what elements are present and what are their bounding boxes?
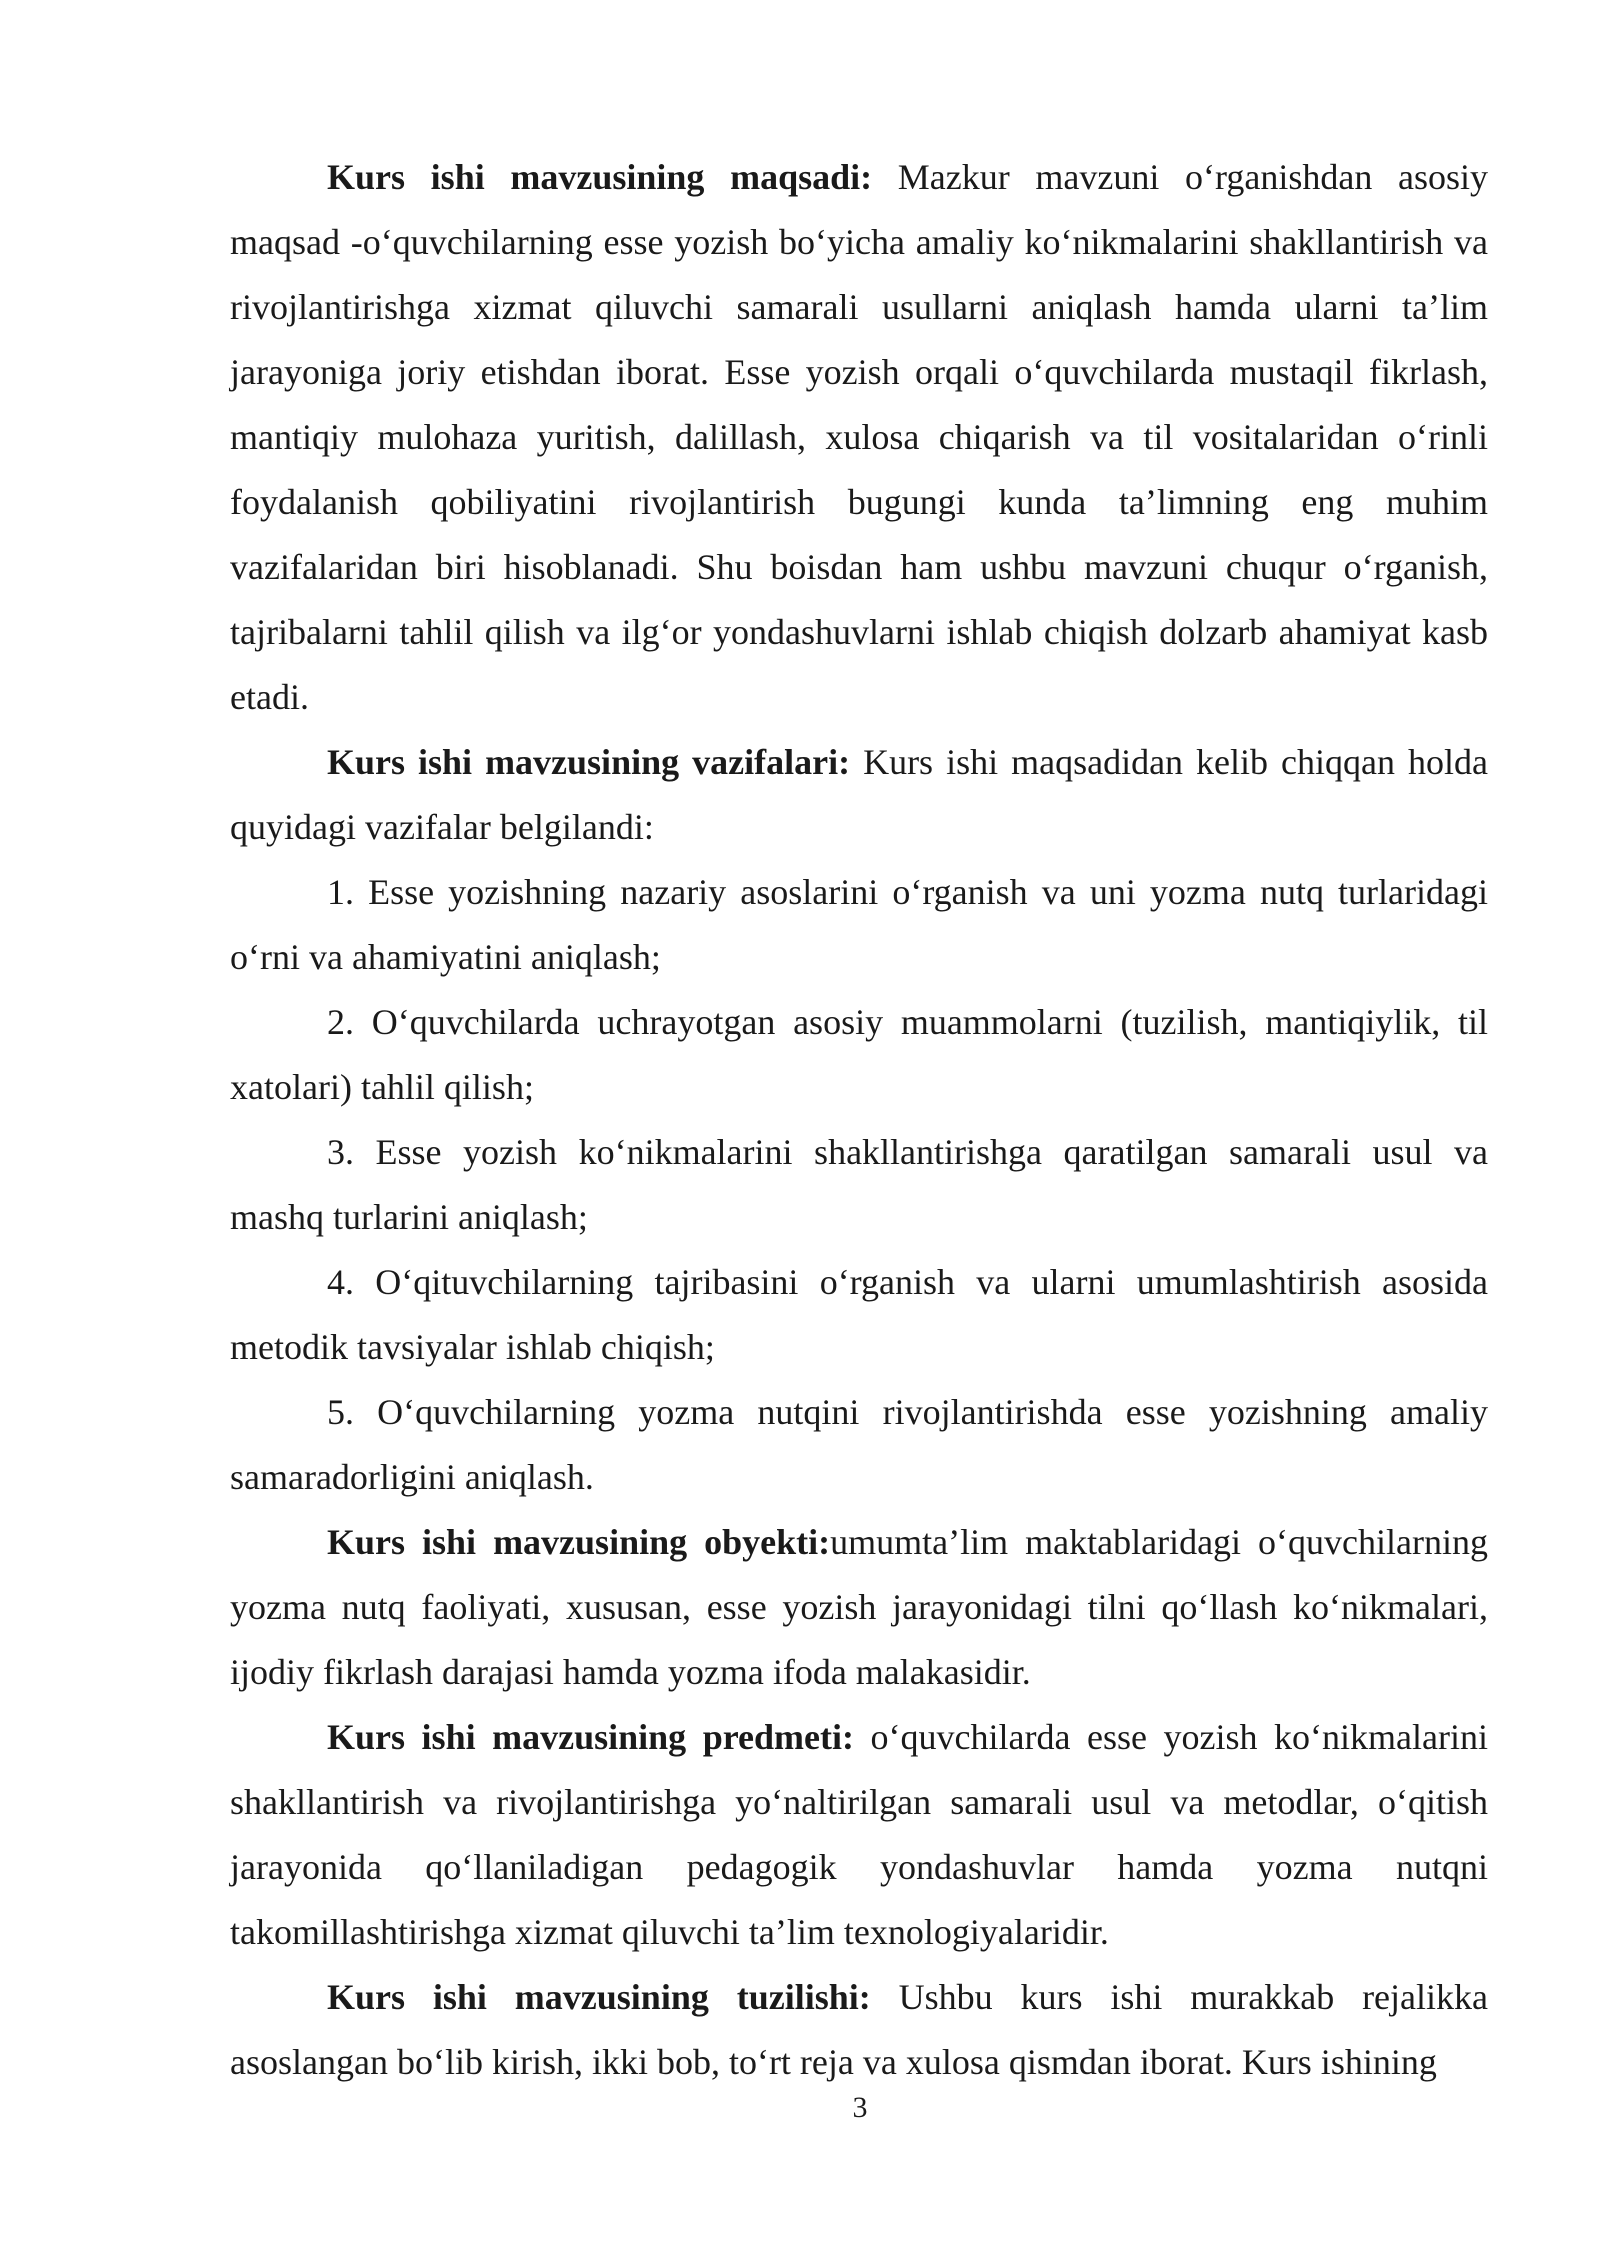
- task-item-4: 4. O‘qituvchilarning tajribasini o‘rganish va ularni umumlashtirish asosida metodik tavsiyalar ishlab chiqish;: [230, 1262, 1488, 1367]
- goal-text: Mazkur mavzuni o‘rganishdan asosiy maqsad -o‘quvchilarning esse yozish bo‘yicha amaliy ko‘nikmalarini shakllantirish va rivojlantirishga xizmat qiluvchi samarali usullarni aniqlash hamda ularni ta’lim jarayoniga joriy etishdan iborat. Esse yozish orqali o‘quvchilarda mustaqil fikrlash, mantiqiy mulohaza yuritish, dalillash, xulosa chiqarish va til vositalaridan o‘rinli foydalanish qobiliyatini rivojlantirish bugungi kunda ta’limning eng muhim vazifalaridan biri hisoblanadi. Shu boisdan ham ushbu mavzuni chuqur o‘rganish, tajribalarni tahlil qilish va ilg‘or yondashuvlarni ishlab chiqish dolzarb ahamiyat kasb etadi.: [230, 157, 1488, 717]
- page-number: 3: [852, 2091, 868, 2124]
- subject-text: o‘quvchilarda esse yozish ko‘nikmalarini shakllantirish va rivojlantirishga yo‘naltirilgan samarali usul va metodlar, o‘qitish jarayonida qo‘llaniladigan pedagogik yondashuvlar hamda yozma nutqni takomillashtirishga xizmat qiluvchi ta’lim texnologiyalaridir.: [230, 1717, 1489, 1952]
- structure-text: Ushbu kurs ishi murakkab rejalikka asoslangan bo‘lib kirish, ikki bob, to‘rt reja va xulosa qismdan iborat. Kurs ishining: [230, 1977, 1488, 2082]
- goal-paragraph: [230, 145, 1488, 730]
- task-item-5: 5. O‘quvchilarning yozma nutqini rivojlantirishda esse yozishning amaliy samaradorligini aniqlash.: [230, 1392, 1488, 1497]
- object-heading: Kurs ishi mavzusining obyekti:: [327, 1522, 831, 1562]
- structure-paragraph: [230, 1965, 1488, 2095]
- document-page: [230, 145, 1488, 2095]
- object-text: umumta’lim maktablaridagi o‘quvchilarning yozma nutq faoliyati, xususan, esse yozish jarayonidagi tilni qo‘llash ko‘nikmalari, ijodiy fikrlash darajasi hamda yozma ifoda malakasidir.: [230, 1522, 1488, 1692]
- subject-heading: Kurs ishi mavzusining predmeti:: [327, 1717, 855, 1757]
- goal-heading: Kurs ishi mavzusining maqsadi:: [327, 157, 873, 197]
- tasks-text: Kurs ishi maqsadidan kelib chiqqan holda quyidagi vazifalar belgilandi:: [230, 742, 1488, 847]
- tasks-heading: Kurs ishi mavzusining vazifalari:: [327, 742, 851, 782]
- task-item-1: 1. Esse yozishning nazariy asoslarini o‘rganish va uni yozma nutq turlaridagi o‘rni va ahamiyatini aniqlash;: [230, 872, 1488, 977]
- subject-paragraph: [230, 1705, 1488, 1965]
- tasks-paragraph: [230, 730, 1488, 860]
- structure-heading: Kurs ishi mavzusining tuzilishi:: [327, 1977, 871, 2017]
- object-paragraph: [230, 1510, 1488, 1705]
- task-item-2: 2. O‘quvchilarda uchrayotgan asosiy muammolarni (tuzilish, mantiqiylik, til xatolari) tahlil qilish;: [230, 1002, 1488, 1107]
- task-item-3: 3. Esse yozish ko‘nikmalarini shakllantirishga qaratilgan samarali usul va mashq turlarini aniqlash;: [230, 1132, 1488, 1237]
